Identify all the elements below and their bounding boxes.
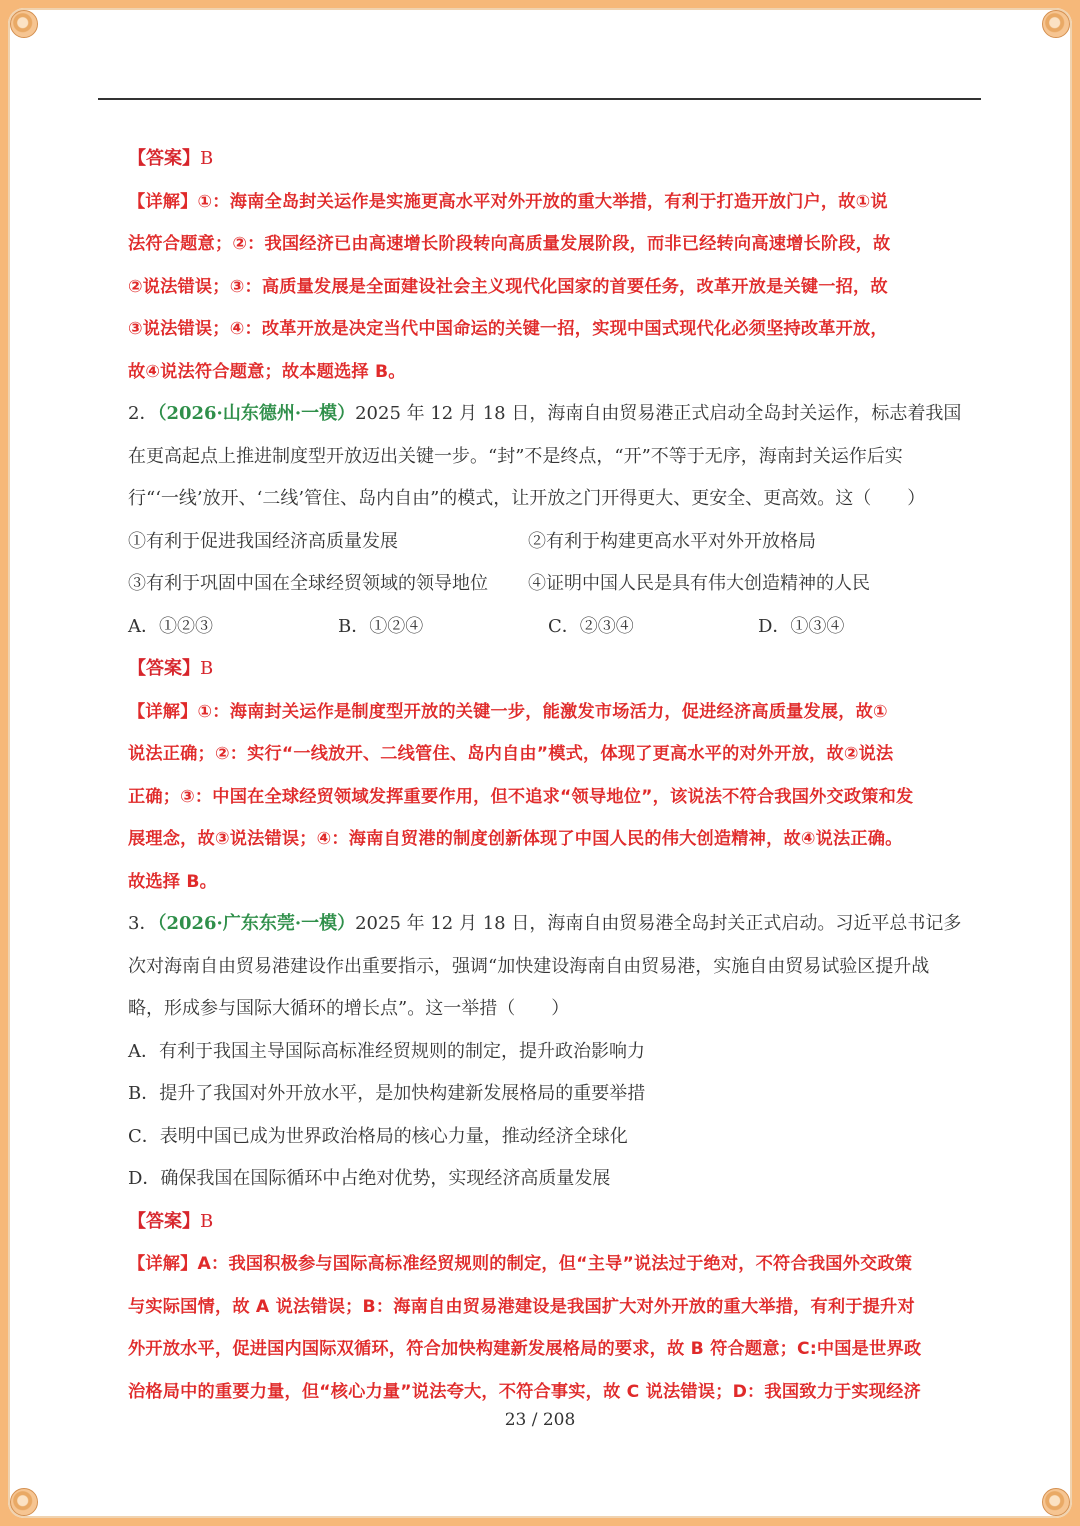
question-text: 略，形成参与国际大循环的增长点”。这一举措（ ） [128, 998, 570, 1019]
document-body [128, 138, 988, 1413]
explanation-line: 说法正确；②：实行“一线放开、二线管住、岛内自由”模式，体现了更高水平的对外开放，故②说法 [128, 744, 894, 764]
header-rule [98, 98, 981, 100]
explanation-line: ②说法错误；③：高质量发展是全面建设社会主义现代化国家的首要任务，改革开放是关键一招，故 [128, 276, 888, 297]
corner-ornament [1042, 10, 1070, 38]
question-text: 行“‘一线’放开、‘二线’管住、岛内自由”的模式，让开放之门开得更大、更安全、更高效。这（ ） [128, 488, 926, 509]
question-line [128, 478, 988, 521]
answer-value: B [200, 148, 214, 169]
explanation-line: 与实际国情，故 A 说法错误；B：海南自由贸易港建设是我国扩大对外开放的重大举措，有利于提升对 [128, 1296, 915, 1317]
option-row [128, 606, 988, 649]
option-item: A．有利于我国主导国际高标准经贸规则的制定，提升政治影响力 [128, 1040, 645, 1062]
question-line [128, 393, 988, 436]
question-number: 2． [128, 403, 158, 424]
page-number: 23 / 208 [504, 1410, 576, 1430]
explanation-line: 故选择 B。 [128, 871, 218, 892]
question-line [128, 903, 988, 946]
corner-ornament [10, 1488, 38, 1516]
option-item: ①有利于促进我国经济高质量发展 [128, 530, 398, 552]
answer-line [128, 1201, 988, 1244]
corner-ornament [10, 10, 38, 38]
question-line [128, 436, 988, 479]
answer-value: B [200, 1210, 214, 1232]
option-item: C．②③④ [548, 615, 634, 637]
answer-line [128, 138, 988, 181]
question-number: 3． [128, 913, 158, 934]
option-item: D．确保我国在国际循环中占绝对优势，实现经济高质量发展 [128, 1168, 611, 1189]
option-item: B．①②④ [338, 615, 424, 637]
option-row [128, 521, 988, 564]
explanation-line: 【详解】A：我国积极参与国际高标准经贸规则的制定，但“主导”说法过于绝对，不符合我国外交政策 [128, 1254, 913, 1274]
option-item: A．①②③ [128, 615, 213, 637]
explanation-line: 【详解】①：海南全岛封关运作是实施更高水平对外开放的重大举措，有利于打造开放门户，故①说 [128, 191, 888, 212]
explanation-line: 外开放水平，促进国内国际双循环，符合加快构建新发展格局的要求，故 B 符合题意；C:中国是世界政 [128, 1339, 922, 1359]
answer-value: B [200, 658, 214, 679]
explanation-line: ③说法错误；④：改革开放是决定当代中国命运的关键一招，实现中国式现代化必须坚持改革开放， [128, 319, 888, 339]
question-source: （2026·广东东莞·一模） [157, 913, 356, 934]
question-text: 2025 年 12 月 18 日，海南自由贸易港正式启动全岛封关运作，标志着我国 [355, 403, 962, 424]
explanation-line: 治格局中的重要力量，但“核心力量”说法夸大，不符合事实，故 C 说法错误；D：我国致力于实现经济 [128, 1381, 921, 1402]
explanation-line: 展理念，故③说法错误；④：海南自贸港的制度创新体现了中国人民的伟大创造精神，故④说法正确。 [128, 829, 903, 849]
option-row [128, 563, 988, 606]
option-item: ④证明中国人民是具有伟大创造精神的人民 [528, 573, 870, 594]
question-line [128, 988, 988, 1031]
question-line [128, 946, 988, 989]
answer-label: 【答案】 [128, 658, 200, 679]
answer-label: 【答案】 [128, 148, 200, 169]
option-item: B．提升了我国对外开放水平，是加快构建新发展格局的重要举措 [128, 1083, 646, 1104]
page-frame [8, 8, 1072, 1518]
answer-line [128, 648, 988, 691]
option-item: D．①③④ [758, 615, 845, 637]
option-item: ③有利于巩固中国在全球经贸领域的领导地位 [128, 573, 488, 594]
option-item: ②有利于构建更高水平对外开放格局 [528, 530, 816, 552]
explanation-line: 【详解】①：海南封关运作是制度型开放的关键一步，能激发市场活力，促进经济高质量发展，故① [128, 701, 888, 722]
explanation-line: 正确；③：中国在全球经贸领域发挥重要作用，但不追求“领导地位”，该说法不符合我国外交政策和发 [128, 786, 914, 807]
question-text: 在更高起点上推进制度型开放迈出关键一步。“封”不是终点，“开”不等于无序，海南封关运作后实 [128, 445, 903, 467]
question-source: （2026·山东德州·一模） [157, 403, 356, 424]
option-item: C．表明中国已成为世界政治格局的核心力量，推动经济全球化 [128, 1125, 628, 1147]
question-text: 次对海南自由贸易港建设作出重要指示，强调“加快建设海南自由贸易港，实施自由贸易试验区提升战 [128, 955, 930, 977]
corner-ornament [1042, 1488, 1070, 1516]
explanation-line: 法符合题意；②：我国经济已由高速增长阶段转向高质量发展阶段，而非已经转向高速增长阶段，故 [128, 234, 891, 254]
answer-label: 【答案】 [128, 1210, 200, 1232]
explanation-line: 故④说法符合题意；故本题选择 B。 [128, 361, 406, 382]
question-text: 2025 年 12 月 18 日，海南自由贸易港全岛封关正式启动。习近平总书记多 [355, 913, 962, 934]
